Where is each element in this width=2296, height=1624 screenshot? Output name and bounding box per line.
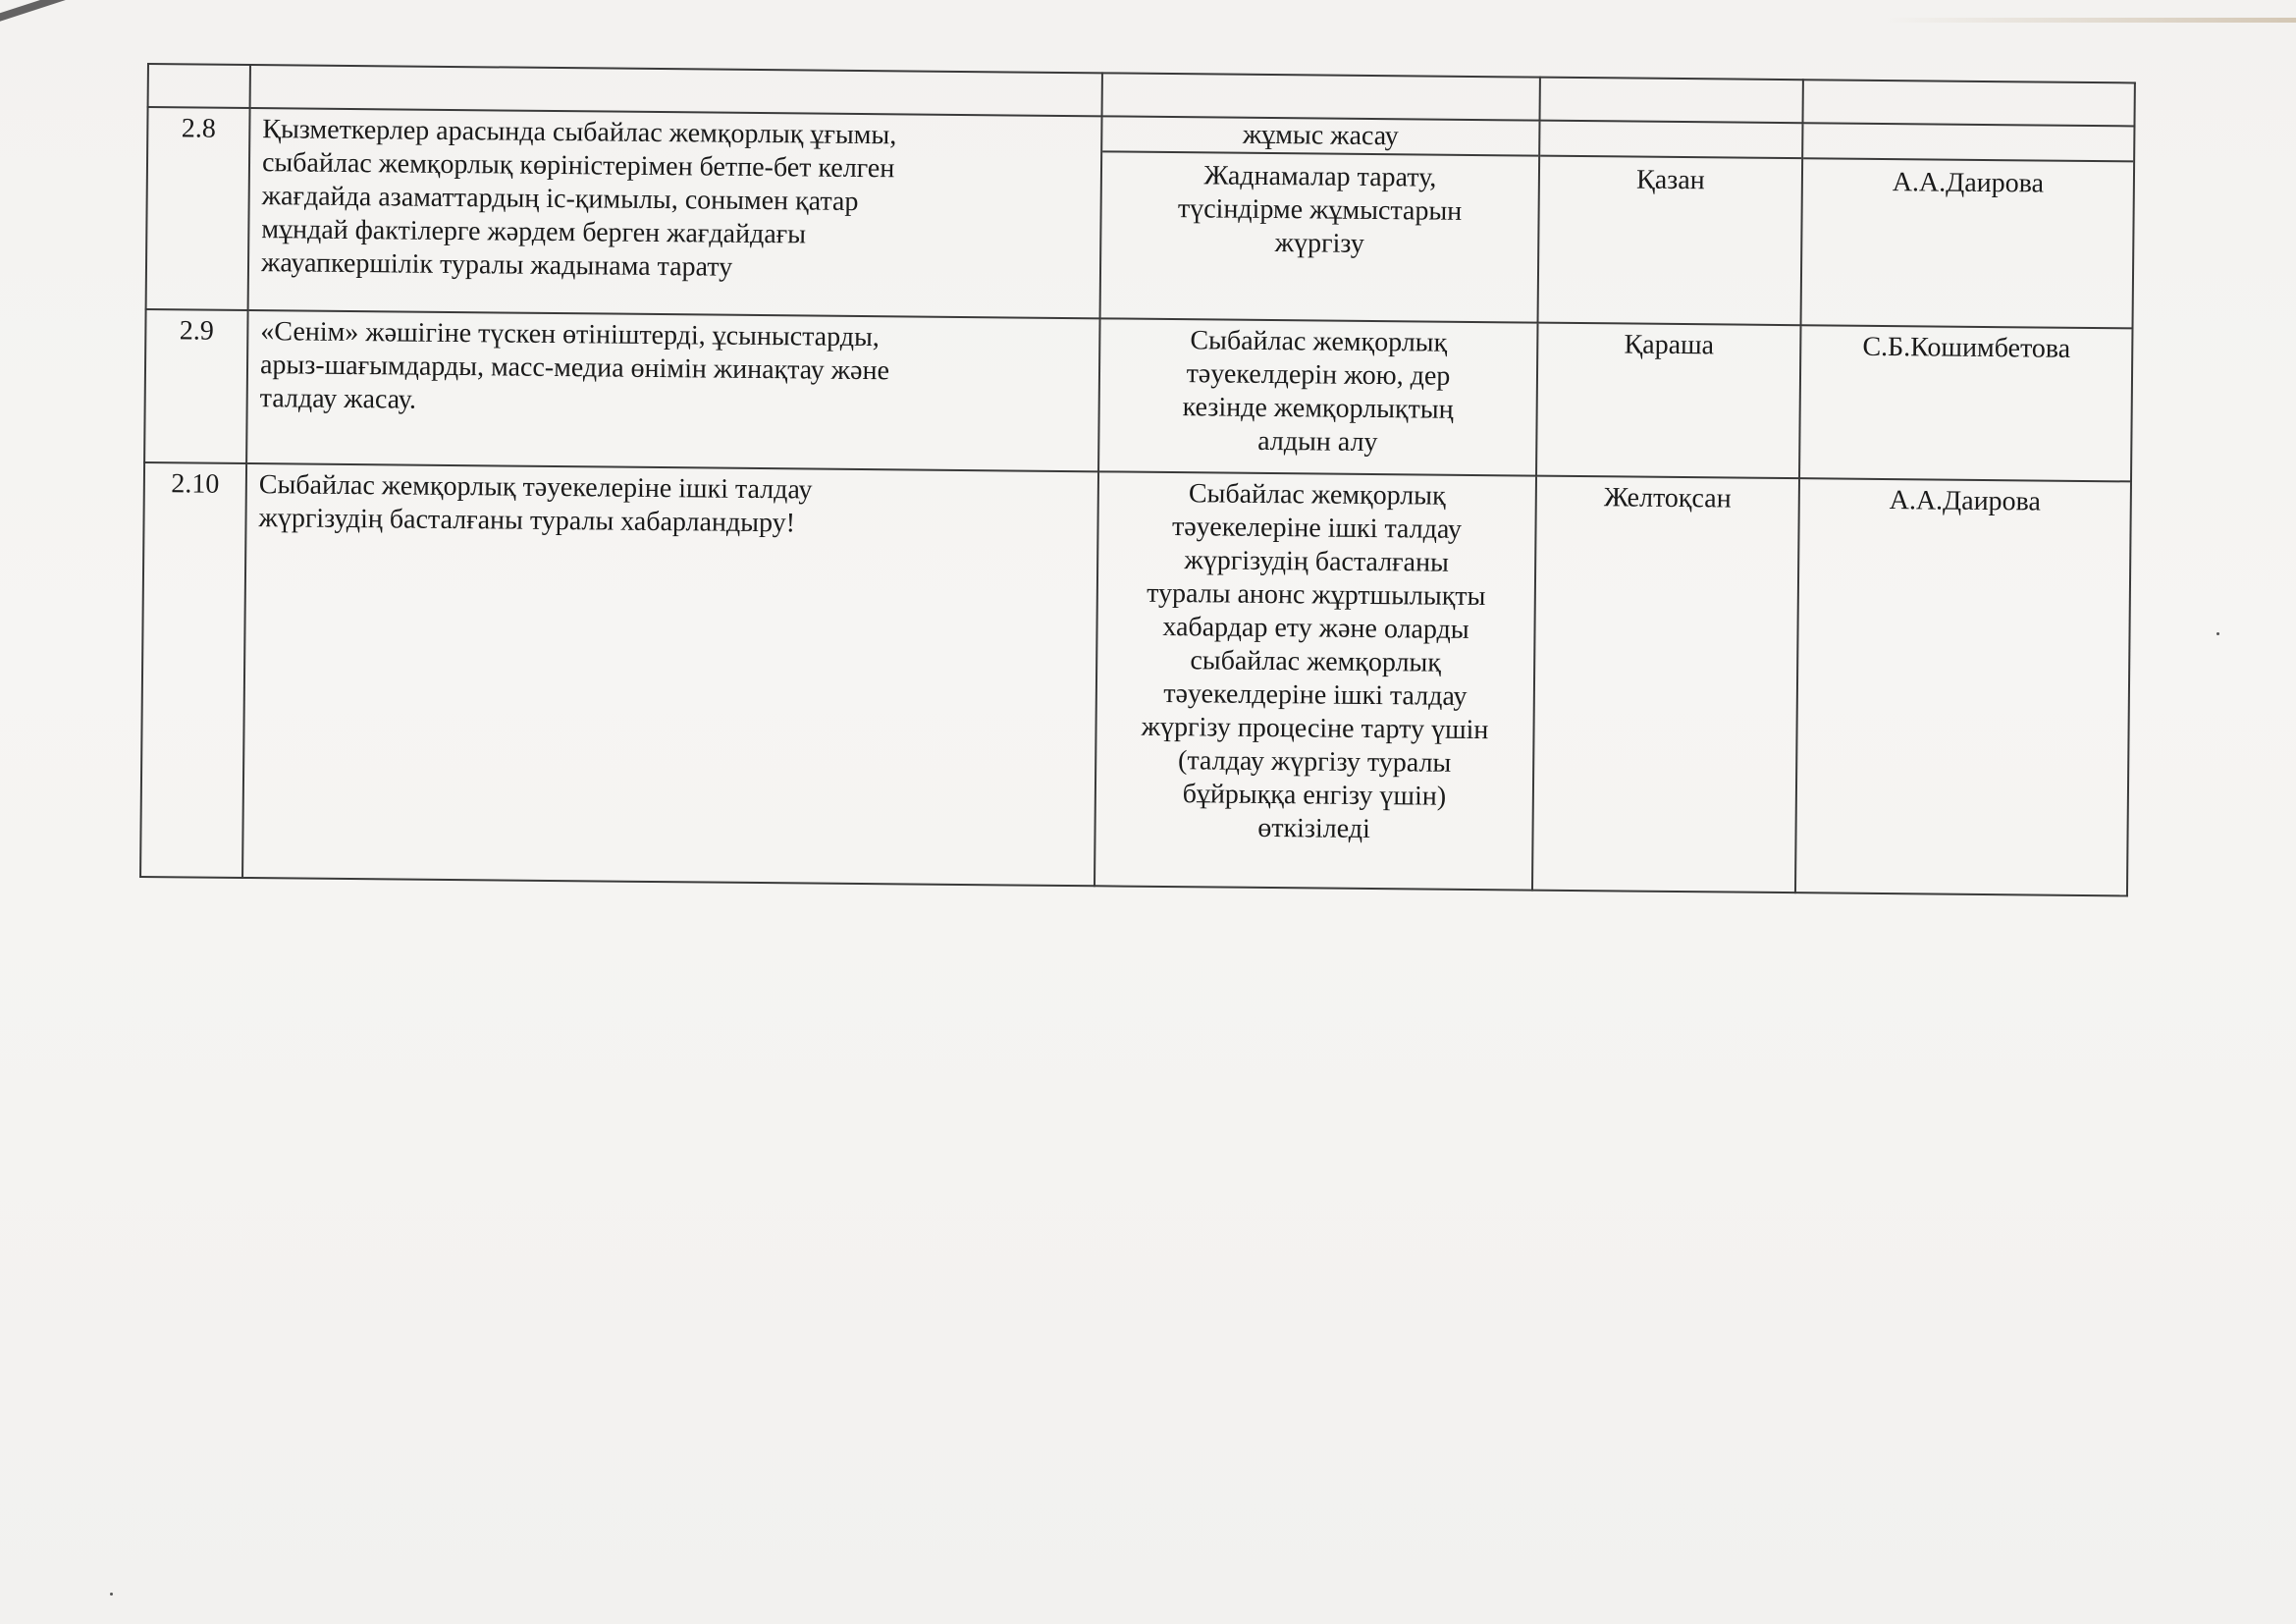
measure-text: Сыбайлас жемқорлық тәуекелеріне ішкі талдау жүргізудің басталғаны туралы хабарландыру! [242, 463, 1098, 886]
term-text: Қараша [1536, 323, 1800, 479]
row-number: 2.10 [140, 462, 246, 878]
cell-responsible [1802, 80, 2134, 126]
action-plan-table [139, 63, 2136, 896]
carryover-blank [1540, 122, 1801, 160]
form-text: Жаднамалар тарату, түсіндірме жұмыстарын жүргізу [1177, 160, 1463, 259]
paper-edge [1884, 18, 2296, 23]
table-row [140, 462, 2131, 895]
form-text: Сыбайлас жемқорлық тәуекелеріне ішкі талдау жүргізудің басталғаны туралы анонс жұртшылықты хабардар ету және оларды сыбайлас жемқорлық тәуекелдеріне ішкі талдау жүргізу процесіне тарту үшін (талдау жүргізу туралы бұйрыққа енгізу үшін) өткізіледі [1095, 471, 1536, 890]
measure-text: Қызметкерлер арасында сыбайлас жемқорлық ұғымы, сыбайлас жемқорлық көріністерімен бетпе-бет келген жағдайда азаматтардың іс-қимылы, сонымен қатар мұндай фактілерге жәрдем берген жағдайдағы жауапкершілік туралы жадынама тарату [248, 108, 1102, 318]
cell-num [148, 64, 250, 108]
term-text: Қазан [1635, 164, 1705, 196]
responsible-cell [1801, 123, 2135, 328]
term-cell [1538, 121, 1803, 326]
responsible-text: С.Б.Кошимбетова [1799, 325, 2132, 481]
row-number: 2.8 [146, 107, 250, 310]
cell-form [1102, 73, 1540, 120]
measure-text: «Сенім» жәшігіне түскен өтініштерді, ұсыныстарды, арыз-шағымдарды, масс-медиа өнімін жинақтау және талдау жасау. [246, 310, 1099, 471]
scan-speck [110, 1593, 113, 1596]
row-number: 2.9 [144, 309, 247, 463]
table-row [144, 309, 2132, 481]
responsible-text: А.А.Даирова [1892, 167, 2045, 199]
term-text: Желтоқсан [1532, 476, 1799, 893]
table-row [146, 107, 2135, 328]
cell-term [1540, 78, 1803, 124]
form-text: Сыбайлас жемқорлық тәуекелдерін жою, дер кезінде жемқорлықтың алдын алу [1098, 318, 1537, 475]
form-cell [1100, 116, 1540, 322]
scan-speck [2216, 632, 2219, 635]
responsible-text: А.А.Даирова [1795, 478, 2131, 895]
carryover-text: жұмыс жасау [1102, 117, 1538, 156]
carryover-blank [1803, 124, 2133, 162]
